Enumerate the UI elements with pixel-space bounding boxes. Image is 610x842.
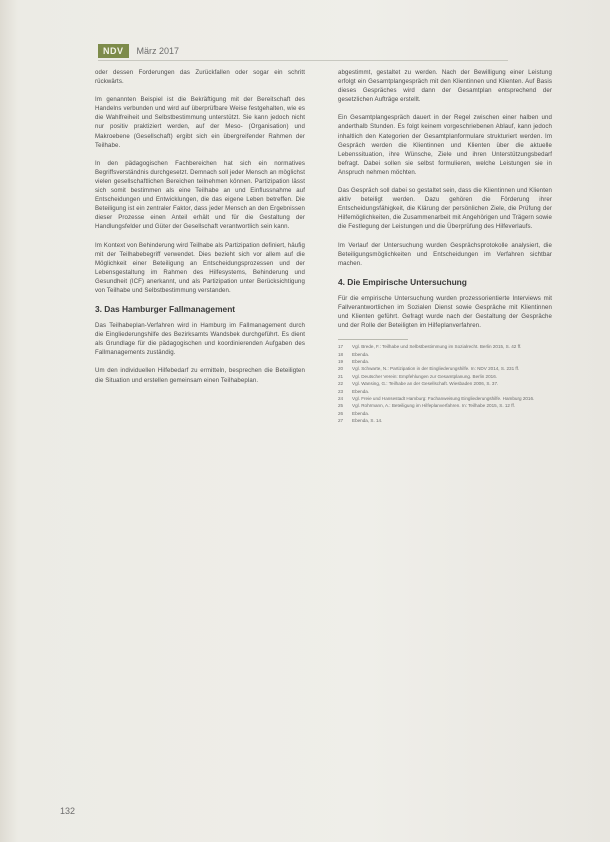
footnote [338,374,552,380]
footnote [338,359,552,365]
footnote-number: 22 [338,381,344,387]
footnote-number: 21 [338,373,344,379]
footnote-number: 19 [338,358,344,364]
footnote-text: Vgl. Freie und Hansestadt Hamburg: Fachanweisung Eingliederungshilfe. Hamburg 2016. [352,396,535,401]
issue-date: März 2017 [136,46,180,56]
footnote-number: 24 [338,396,344,401]
footnote-number: 17 [338,344,344,350]
footnote-number: 25 [338,403,344,409]
body-paragraph: Ein Gesamtplangespräch dauert in der Regel zwischen einer halben und anderthalb Stunden. Es folgt keinem vorgeschriebenen Ablauf, kann jedoch inhaltlich den Kategorien der Gesamtplanformulare strukturiert werden. Im Gespräch werden die Klientinnen und Klienten über die aktuelle Lebenssituation, ihre Wünsche, Ziele und ihren Unterstützungsbedarf befragt. Dabei sollen sie selbst formulieren, welche Leistungen sie in Anspruch nehmen möchten. [338,114,552,176]
footnote [338,396,552,402]
body-paragraph: Um den individuellen Hilfebedarf zu ermitteln, besprechen die Beteiligten die Situation und erstellen gemeinsam einen Teilhabeplan. [95,367,305,384]
footnote-text: Vgl. Wansing, G.: Teilhabe an der Gesellschaft. Wiesbaden 2006, S. 37. [352,381,499,387]
footnote-text: Vgl. Rohrmann, A.: Beteiligung im Hilfeplanverfahren. In: Teilhabe 2015, S. 12 ff. [352,403,516,409]
section-heading: 4. Die Empirische Untersuchung [338,276,467,287]
footnote-text: Ebenda. [352,351,370,357]
footnote [338,411,552,417]
footnote-number: 18 [338,351,344,357]
footnote-number: 27 [338,418,344,424]
body-paragraph: Das Teilhabeplan-Verfahren wird in Hamburg im Fallmanagement durch die Eingliederungshilfe des Bezirksamts Wandsbek durchgeführt. Es dient als Grundlage für die pädagogischen und koordinierenden Aufgaben des Fallmanagements zuständig. [95,322,305,357]
footnote-text: Vgl. Deutscher Verein: Empfehlungen zur Gesamtplanung. Berlin 2016. [352,373,498,379]
footnote-text: Ebenda. [352,358,370,364]
footnote-divider [338,339,408,340]
footnote [338,344,552,350]
body-paragraph: Im Kontext von Behinderung wird Teilhabe als Partizipation definiert, häufig mit der Teilhabebegriff verwendet. Dies bezieht sich vor allem auf die Möglichkeit einer Beteiligung an Entscheidungsprozessen und der Lebensgestaltung im Rahmen des Hilfesystems, Behinderung und Gesundheit (ICF) anerkannt, und als Partizipation unter Berücksichtigung von Teilhabe und Selbstbestimmung verstanden. [95,241,305,294]
section-heading: 3. Das Hamburger Fallmanagement [95,304,236,315]
footnote [338,403,552,409]
body-paragraph: Im Verlauf der Untersuchung wurden Gesprächsprotokolle analysiert, die Beteiligungsmöglichkeiten und Entscheidungen im Verfahren sichtbar machen. [338,241,552,267]
right-column [338,68,552,426]
body-paragraph: Für die empirische Untersuchung wurden prozessorientierte Interviews mit Fallverantwortlichen im Sozialen Dienst sowie Gespräche mit Klientinnen und Klienten geführt. Gefragt wurde nach der Gestaltung der Gespräche und der Rolle der Beteiligten im Hilfeplanverfahren. [338,294,552,330]
body-paragraph: Das Gespräch soll dabei so gestaltet sein, dass die Klientinnen und Klienten aktiv beteiligt werden. Dazu gehören die Förderung ihrer Entscheidungsfähigkeit, die Klärung der persönlichen Ziele, die Prüfung der Hilfemöglichkeiten, die Zusammenarbeit mit Angehörigen und Trägern sowie die Festlegung der Leistungen und die Überprüfung des Hilfeverlaufs. [338,187,552,231]
footnote-text: Ebenda. [352,410,370,416]
page-header [98,44,179,58]
page-number: 132 [60,806,76,816]
footnote-text: Ebenda, S. 14. [352,418,383,424]
footnote-text: Ebenda. [352,388,370,394]
left-column [95,68,305,394]
footnote-number: 26 [338,410,344,416]
footnote [338,381,552,387]
footnote [338,352,552,358]
footnote-text: Vgl. Brede, F.: Teilhabe und Selbstbestimmung im Sozialrecht. Berlin 2015, S. 42 ff. [352,344,522,350]
footnote [338,389,552,395]
body-paragraph: abgestimmt, gestaltet zu werden. Nach der Bewilligung einer Leistung erfolgt ein Gesamtplangespräch mit den Klientinnen und Klienten. Auf Basis dieses Gespräches wird dann der Gesamtplan entsprechend der gesetzlichen Aufträge erstellt. [338,69,552,104]
footnote [338,418,552,424]
body-paragraph: In den pädagogischen Fachbereichen hat sich ein normatives Begriffsverständnis durchgesetzt. Demnach soll jeder Mensch an möglichst vielen gesellschaftlichen Bereichen teilnehmen können. Partizipation lässt sich somit bestimmen als eine Teilhabe an und Einflussnahme auf Entscheidungen und Entwicklungen, die das eigene Leben betreffen. Die Beteiligung ist ein zentraler Faktor, dass jeder Mensch an den Ergebnissen dieser Prozesse einen Anteil erhält und für die Gestaltung der Handlungsfelder und Güter der Gesellschaft verantwortlich sein kann. [95,159,305,231]
footnote-text: Vgl. Schwarte, N.: Partizipation in der Eingliederungshilfe. In: NDV 2014, S. 231 ff. [352,366,520,372]
body-paragraph: Im genannten Beispiel ist die Bekräftigung mit der Bereitschaft des Handelns verbunden und wird auf überprüfbare Weise festgehalten, wie es die Wahlfreiheit und Selbstbestimmung unterstützt. Sie kann jedoch nicht nur positiv praktiziert werden, auf der Meso- (Organisation) und Makroebene (Gesellschaft) ergibt sich ein übergreifender Rahmen der Teilhabe. [95,96,305,149]
footnote-number: 23 [338,388,344,394]
journal-logo: NDV [98,44,129,58]
footnotes [338,344,552,424]
header-divider [98,60,508,61]
footnote-number: 20 [338,366,344,372]
footnote [338,366,552,372]
body-paragraph: oder dessen Forderungen das Zurückfallen oder sogar ein schritt rückwärts. [95,69,305,86]
